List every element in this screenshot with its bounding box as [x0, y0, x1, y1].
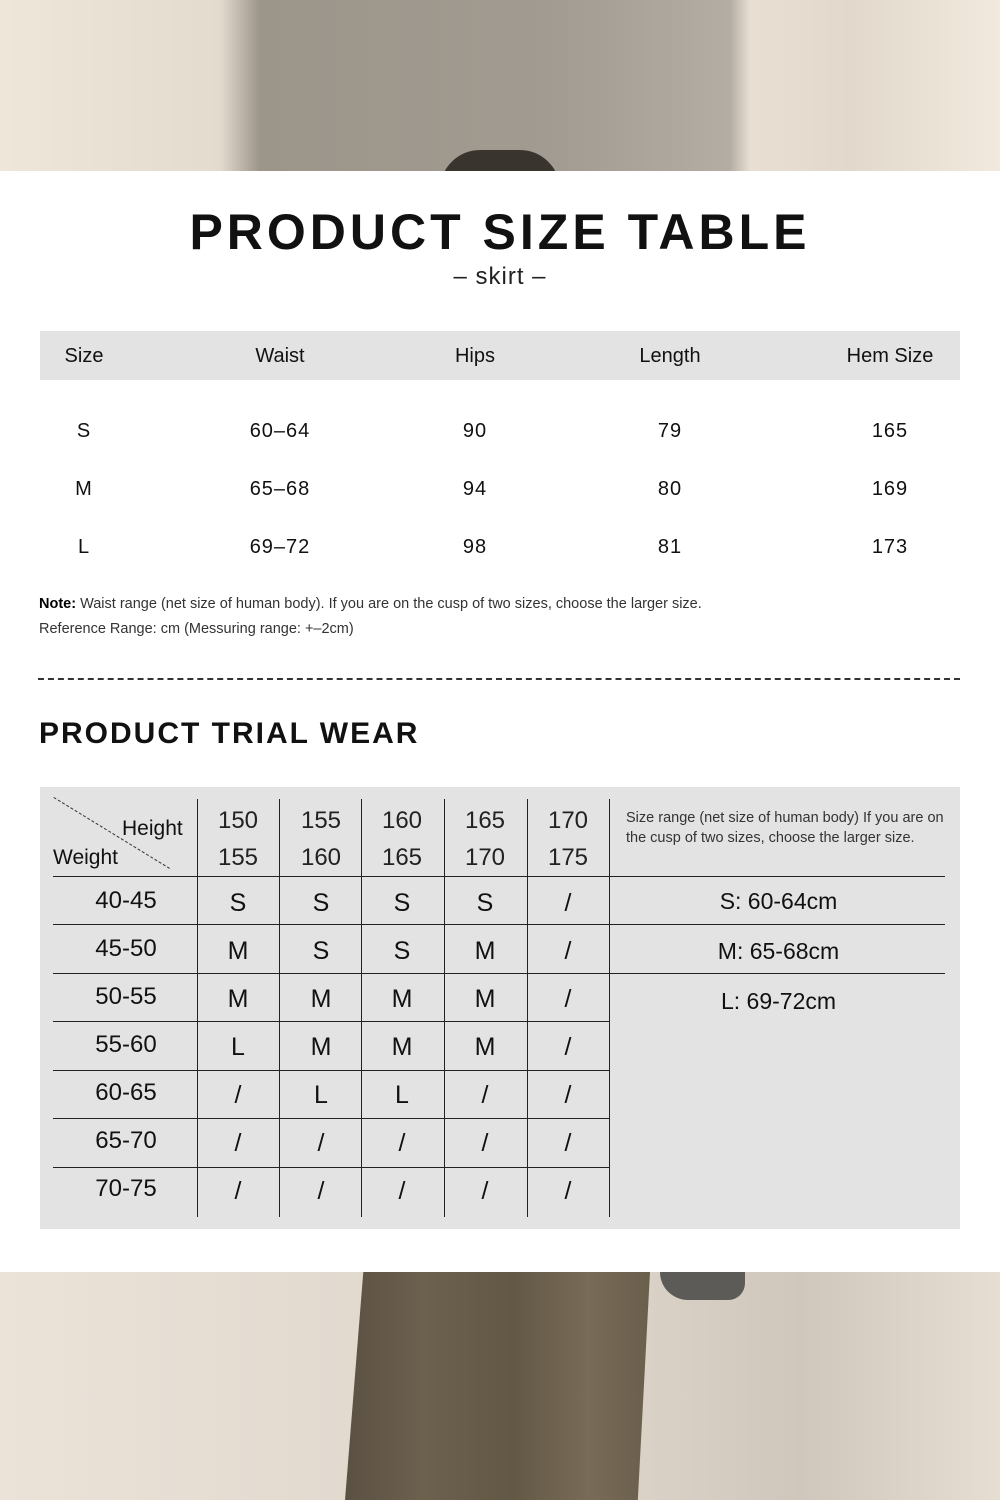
- size-recommendation: /: [564, 889, 572, 917]
- weight-label: 55-60: [95, 1031, 157, 1058]
- table-row: [40, 419, 960, 449]
- weight-label: 65-70: [95, 1127, 157, 1154]
- size-recommendation: /: [564, 985, 572, 1013]
- grid-line: [279, 799, 280, 1217]
- size-recommendation: M: [227, 985, 249, 1013]
- header-hips: Hips: [454, 345, 495, 367]
- size-recommendation: L: [314, 1081, 328, 1109]
- weight-label: 45-50: [95, 935, 157, 962]
- hem-cell: 169: [871, 478, 909, 500]
- size-recommendation: /: [564, 1129, 572, 1157]
- weight-label: 40-45: [95, 887, 157, 914]
- size-recommendation: /: [564, 1033, 572, 1061]
- size-recommendation: /: [481, 1177, 489, 1205]
- hips-cell: 94: [462, 478, 488, 500]
- section-divider: [38, 678, 960, 680]
- page-subtitle: – skirt –: [453, 263, 547, 290]
- size-recommendation: M: [391, 1033, 413, 1061]
- waist-range-m: M: 65-68cm: [717, 938, 840, 964]
- height-end: 175: [547, 844, 589, 871]
- size-recommendation: /: [564, 937, 572, 965]
- header-size: Size: [64, 345, 104, 367]
- size-note: [39, 595, 702, 613]
- size-range-note: Size range (net size of human body) If you are on the cusp of two sizes, choose the larger size.: [626, 810, 944, 846]
- reference-range-note: Reference Range: cm (Messuring range: +–2cm): [39, 621, 354, 637]
- height-start: 160: [381, 807, 423, 834]
- size-recommendation: /: [234, 1129, 242, 1157]
- size-recommendation: /: [234, 1081, 242, 1109]
- note-label: Note:: [39, 596, 77, 612]
- height-start: 165: [464, 807, 506, 834]
- size-table-header: [40, 331, 960, 380]
- size-recommendation: S: [312, 937, 330, 965]
- trial-wear-title: PRODUCT TRIAL WEAR: [39, 717, 420, 750]
- waist-cell: 60–64: [249, 420, 311, 442]
- height-start: 170: [547, 807, 589, 834]
- grid-line: [53, 876, 945, 877]
- hips-cell: 90: [462, 420, 488, 442]
- height-end: 170: [464, 844, 506, 871]
- waist-cell: 69–72: [249, 536, 311, 558]
- grid-line: [527, 799, 528, 1217]
- size-recommendation: /: [564, 1081, 572, 1109]
- size-recommendation: S: [312, 889, 330, 917]
- length-cell: 81: [657, 536, 683, 558]
- background-photo-bottom: [0, 1272, 1000, 1500]
- size-recommendation: L: [395, 1081, 409, 1109]
- size-recommendation: S: [229, 889, 247, 917]
- size-recommendation: M: [474, 985, 496, 1013]
- grid-line: [53, 1021, 610, 1022]
- trial-wear-table: [40, 787, 960, 1229]
- grid-line: [609, 799, 610, 1217]
- waist-cell: 65–68: [249, 478, 311, 500]
- height-end: 155: [217, 844, 259, 871]
- height-start: 155: [300, 807, 342, 834]
- grid-line: [361, 799, 362, 1217]
- grid-line: [53, 973, 945, 974]
- height-end: 165: [381, 844, 423, 871]
- height-end: 160: [300, 844, 342, 871]
- size-recommendation: /: [234, 1177, 242, 1205]
- size-recommendation: M: [310, 1033, 332, 1061]
- size-cell: S: [76, 420, 92, 442]
- size-recommendation: S: [476, 889, 494, 917]
- size-recommendation: /: [317, 1129, 325, 1157]
- size-recommendation: M: [310, 985, 332, 1013]
- size-recommendation: S: [393, 937, 411, 965]
- header-length: Length: [639, 345, 701, 367]
- size-recommendation: M: [227, 937, 249, 965]
- size-recommendation: L: [231, 1033, 245, 1061]
- size-recommendation: /: [481, 1081, 489, 1109]
- weight-axis-label: Weight: [53, 846, 118, 869]
- waist-range-s: S: 60-64cm: [719, 888, 838, 914]
- size-recommendation: /: [317, 1177, 325, 1205]
- height-start: 150: [217, 807, 259, 834]
- header-waist: Waist: [255, 345, 305, 367]
- size-recommendation: /: [398, 1129, 406, 1157]
- grid-line: [444, 799, 445, 1217]
- grid-line: [53, 1118, 610, 1119]
- size-recommendation: M: [474, 1033, 496, 1061]
- note-text: Waist range (net size of human body). If you are on the cusp of two sizes, choose the larger size.: [76, 596, 702, 612]
- table-row: [40, 477, 960, 507]
- size-recommendation: /: [481, 1129, 489, 1157]
- hem-cell: 165: [871, 420, 909, 442]
- size-chart-card: [0, 171, 1000, 1272]
- grid-line: [197, 799, 198, 1217]
- header-hem-size: Hem Size: [846, 345, 934, 367]
- size-cell: L: [77, 536, 91, 558]
- hips-cell: 98: [462, 536, 488, 558]
- size-recommendation: /: [398, 1177, 406, 1205]
- waist-range-l: L: 69-72cm: [720, 988, 837, 1014]
- size-recommendation: S: [393, 889, 411, 917]
- size-recommendation: M: [474, 937, 496, 965]
- weight-label: 60-65: [95, 1079, 157, 1106]
- hem-cell: 173: [871, 536, 909, 558]
- length-cell: 79: [657, 420, 683, 442]
- height-axis-label: Height: [122, 817, 183, 840]
- model-skirt: [345, 1272, 650, 1500]
- table-row: [40, 535, 960, 565]
- weight-label: 70-75: [95, 1175, 157, 1202]
- background-photo-top: [0, 0, 1000, 171]
- length-cell: 80: [657, 478, 683, 500]
- weight-label: 50-55: [95, 983, 157, 1010]
- page-title: PRODUCT SIZE TABLE: [189, 204, 811, 260]
- size-cell: M: [75, 478, 93, 500]
- grid-line: [53, 1167, 610, 1168]
- size-recommendation: M: [391, 985, 413, 1013]
- model-bag: [660, 1272, 745, 1300]
- size-recommendation: /: [564, 1177, 572, 1205]
- grid-line: [53, 924, 945, 925]
- grid-line: [53, 1070, 610, 1071]
